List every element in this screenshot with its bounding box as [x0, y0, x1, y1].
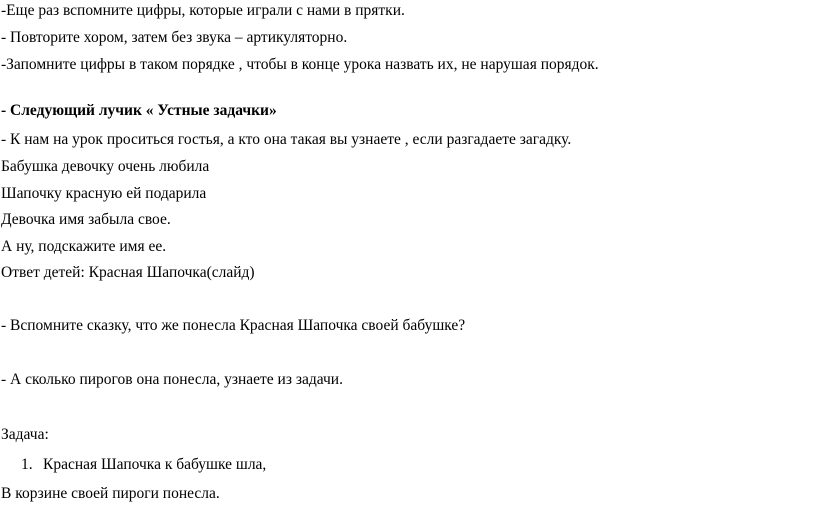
- list-item-text: Красная Шапочка к бабушке шла,: [43, 456, 267, 473]
- children-answer-line: Ответ детей: Красная Шапочка(слайд): [1, 264, 255, 281]
- question-line-fairy-tale: - Вспомните сказку, что же понесла Красная Шапочка своей бабушке?: [1, 317, 466, 334]
- list-item-number: 1.: [21, 456, 33, 473]
- text-line-basket: В корзине своей пироги понесла.: [1, 485, 220, 502]
- riddle-line-4: А ну, подскажите имя ее.: [1, 238, 167, 255]
- question-line-how-many: - А сколько пирогов она понесла, узнаете из задачи.: [1, 371, 343, 388]
- task-heading: Задача:: [1, 426, 49, 443]
- riddle-line-2: Шапочку красную ей подарила: [1, 185, 207, 202]
- section-heading-oral-tasks: - Следующий лучик « Устные задачки»: [1, 102, 277, 119]
- riddle-line-3: Девочка имя забыла свое.: [1, 211, 171, 228]
- text-line-guest: - К нам на урок проситься гостья, а кто она такая вы узнаете , если разгадаете загадку.: [1, 131, 572, 148]
- text-line-remember-order: -Запомните цифры в таком порядке , чтобы в конце урока назвать их, не нарушая порядок.: [1, 56, 599, 73]
- riddle-line-1: Бабушка девочку очень любила: [1, 158, 210, 175]
- text-line-repeat-chorus: - Повторите хором, затем без звука – артикуляторно.: [1, 29, 348, 46]
- text-line-recall-digits: -Еще раз вспомните цифры, которые играли с нами в прятки.: [1, 2, 405, 19]
